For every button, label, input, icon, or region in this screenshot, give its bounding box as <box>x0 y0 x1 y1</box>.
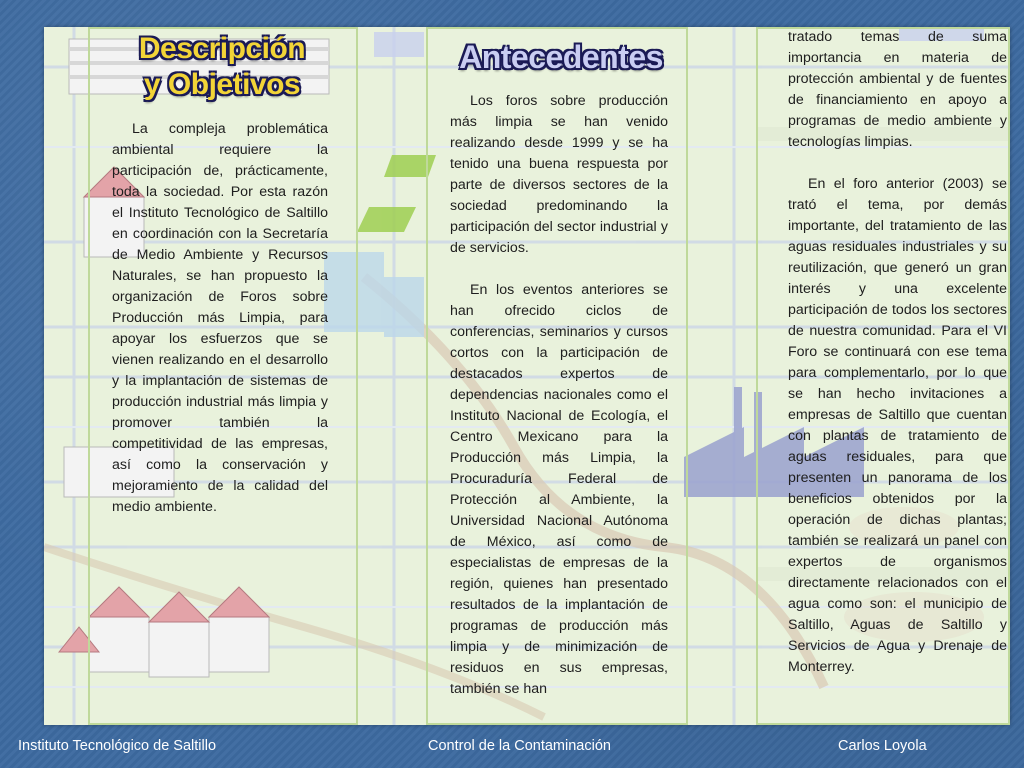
brochure-scan <box>44 27 1010 725</box>
panel2-paragraph-2: En los eventos anteriores se han ofrecido ciclos de conferencias, seminarios y cursos cortos con la participación de destacados expertos de dependencias nacionales como el Instituto Nacional de Ecología, el Centro Mexicano para la Producción más Limpia, la Procuraduría Federal de Protección al Ambiente, la Universidad Nacional Autónoma de México, así como de especialistas de empresas de la región, quienes han presentado resultados de la implantación de programas de producción más limpia y de minimización de residuos en sus empresas, también se han <box>450 282 668 697</box>
title-line-1: Descripción <box>138 32 306 65</box>
panel3-paragraph-1: tratado temas de suma importancia en materia de protección ambiental y de fuentes de financiamiento en apoyo a programas de medio ambiente y tecnologías limpias. <box>788 29 1007 150</box>
footer-course: Control de la Contaminación <box>428 738 611 754</box>
footer-author: Carlos Loyola <box>838 738 927 754</box>
panel1-paragraph: La compleja problemática ambiental requiere la participación de, prácticamente, toda la sociedad. Por esta razón el Instituto Tecnológico de Saltillo en coordinación con la Secretaría de Medio Ambiente y Recursos Naturales, se han propuesto la organización de Foros sobre Producción más Limpia, para apoyar los esfuerzos que se vienen realizando en el desarrollo y la implantación de sistemas de producción industrial más limpia y promover también la competitividad de las empresas, así como la conservación y mejoramiento de la calidad del medio ambiente. <box>112 121 328 515</box>
panel3-paragraph-2: En el foro anterior (2003) se trató el tema, por demás importante, del tratamiento de las aguas residuales industriales y su reutilización, que generó un gran interés y una excelente participación de todos los sectores de nuestra comunidad. Para el VI Foro se continuará con ese tema para complementarlo, por lo que se han hecho invitaciones a empresas de Saltillo que cuentan con plantas de tratamiento de aguas residuales, para que presenten un panorama de los beneficios obtenidos por la operación de dichas plantas; también se realizará un panel con expertos de organismos directamente relacionados con el agua como son: el municipio de Saltillo, Aguas de Saltillo y Servicios de Agua y Drenaje de Monterrey. <box>788 176 1007 675</box>
title-descripcion-objetivos <box>102 31 342 103</box>
title-antecedentes: Antecedentes <box>459 39 663 75</box>
panel2-text <box>450 91 668 700</box>
footer-institution: Instituto Tecnológico de Saltillo <box>18 738 217 754</box>
title-line-2: y Objetivos <box>143 68 301 101</box>
panel1-text <box>112 119 328 518</box>
panel3-text <box>788 27 1007 678</box>
panel2-paragraph-1: Los foros sobre producción más limpia se han venido realizando desde 1999 y se ha tenido una buena respuesta por parte de diversos sectores de la sociedad predominando la participación del sector industrial y de servicios. <box>450 93 668 256</box>
